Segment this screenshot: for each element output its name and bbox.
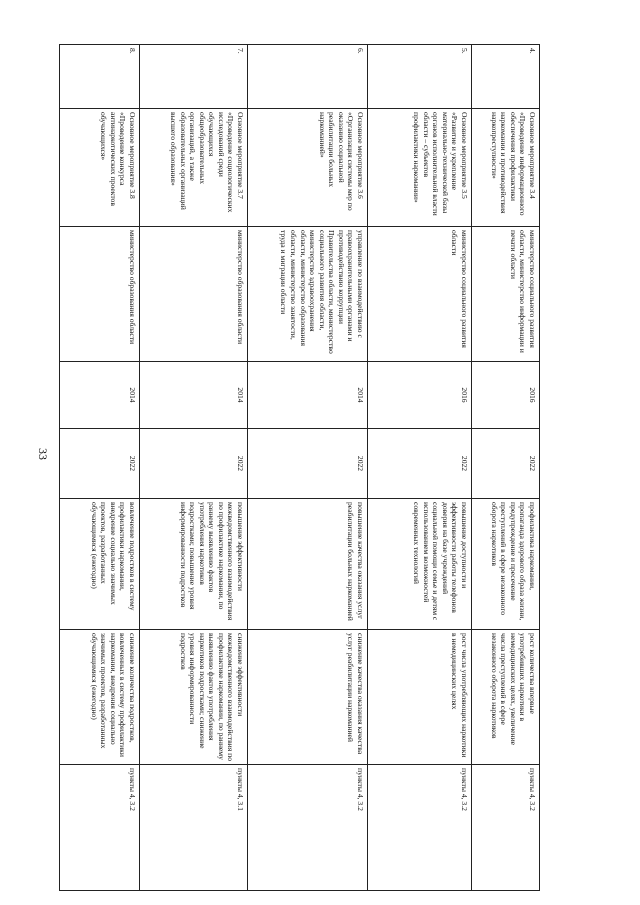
- indicator-link-cell: пункты 4, 3.2: [472, 765, 540, 891]
- start-year-cell: 2016: [472, 362, 540, 429]
- indicator-link-cell: пункты 4, 3.1: [140, 765, 248, 891]
- measure-cell: Основное мероприятие 3.5 «Развитие и укрепление материально-технической базы органов исполнительной власти области – субъектов профилактики наркомании»: [368, 109, 472, 227]
- row-number: 5.: [368, 45, 472, 109]
- row-number: 4.: [472, 45, 540, 109]
- consequences-cell: рост количества впервые употребивших наркотики в немедицинских целях, увеличение числа преступлений в сфере незаконного оборота наркотиков: [472, 630, 540, 765]
- end-year-cell: 2022: [472, 429, 540, 499]
- expected-result-cell: повышение доступности и эффективности работы телефонов доверия на базе учреждений социальной помощи семье и детям с использованием возможностей современных технологий: [368, 499, 472, 630]
- start-year-cell: 2014: [60, 362, 140, 429]
- indicator-link-cell: пункты 4, 3.2: [368, 765, 472, 891]
- measure-cell: Основное мероприятие 3.6 «Организация системы мер по оказанию социальной реабилитации больных наркоманией»: [248, 109, 368, 227]
- executor-cell: министерство образования области: [60, 227, 140, 362]
- consequences-cell: снижение количества подростков, вовлеченных в систему профилактики наркомании, внедрения социально значимых проектов, разработанных обучающимися (ежегодно): [60, 630, 140, 765]
- end-year-cell: 2022: [60, 429, 140, 499]
- start-year-cell: 2014: [248, 362, 368, 429]
- measure-cell: Основное мероприятие 3.7 «Проведение социологических исследований среди обучающихся общеобразовательных организаций, а также образовательных организаций высшего образования»: [140, 109, 248, 227]
- consequences-cell: рост числа употребляющих наркотики в немедицинских целях: [368, 630, 472, 765]
- end-year-cell: 2022: [248, 429, 368, 499]
- executor-cell: министерство образования области: [140, 227, 248, 362]
- indicator-link-cell: пункты 4, 3.2: [60, 765, 140, 891]
- expected-result-cell: профилактика наркомании, пропаганда здорового образа жизни, предупреждение и пресечение преступлений в сфере незаконного оборота наркотиков: [472, 499, 540, 630]
- expected-result-cell: вовлечение подростков в систему профилактики наркомании, внедрение социально значимых проектов, разработанных обучающимися (ежегодно): [60, 499, 140, 630]
- table-row: [248, 45, 368, 891]
- end-year-cell: 2022: [140, 429, 248, 499]
- indicator-link-cell: пункты 4, 3.2: [248, 765, 368, 891]
- expected-result-cell: повышение качества оказания услуг реабилитации больных наркоманией: [248, 499, 368, 630]
- table-row: [472, 45, 540, 891]
- start-year-cell: 2014: [140, 362, 248, 429]
- measure-cell: Основное мероприятие 3.8 «Проведение конкурса антинаркотических проектов обучающихся»: [60, 109, 140, 227]
- table-row: [368, 45, 472, 891]
- executor-cell: министерство социального развития области, министерство информации и печати области: [472, 227, 540, 362]
- table-row: [60, 45, 140, 891]
- page-number: 33: [36, 448, 50, 460]
- row-number: 8.: [60, 45, 140, 109]
- executor-cell: министерство социального развития области: [368, 227, 472, 362]
- row-number: 7.: [140, 45, 248, 109]
- row-number: 6.: [248, 45, 368, 109]
- measures-table: [59, 44, 540, 891]
- end-year-cell: 2022: [368, 429, 472, 499]
- expected-result-cell: повышение эффективности межведомственного взаимодействия по профилактике наркомании, по раннему выявлению фактов употребления наркотиков подростками; повышение уровня информированности подростков: [140, 499, 248, 630]
- executor-cell: управление по взаимодействию с правоохранительными органами и противодействию коррупции Правительства области, министерство социального развития области, министерство здравоохранения области, министерство образования области, министерство занятости, труда и миграции области: [248, 227, 368, 362]
- consequences-cell: снижение качества оказания качества услуг реабилитации наркоманией: [248, 630, 368, 765]
- rotated-table-container: [89, 44, 540, 890]
- start-year-cell: 2016: [368, 362, 472, 429]
- consequences-cell: снижение эффективности межведомственного взаимодействия по профилактике наркомании, по раннему выявлению фактов употребления наркотиков подростками; снижение уровня информированности подростков: [140, 630, 248, 765]
- table-row: [140, 45, 248, 891]
- measure-cell: Основное мероприятие 3.4 «Проведение информационного обеспечения профилактики наркомании и противодействия наркопреступности»: [472, 109, 540, 227]
